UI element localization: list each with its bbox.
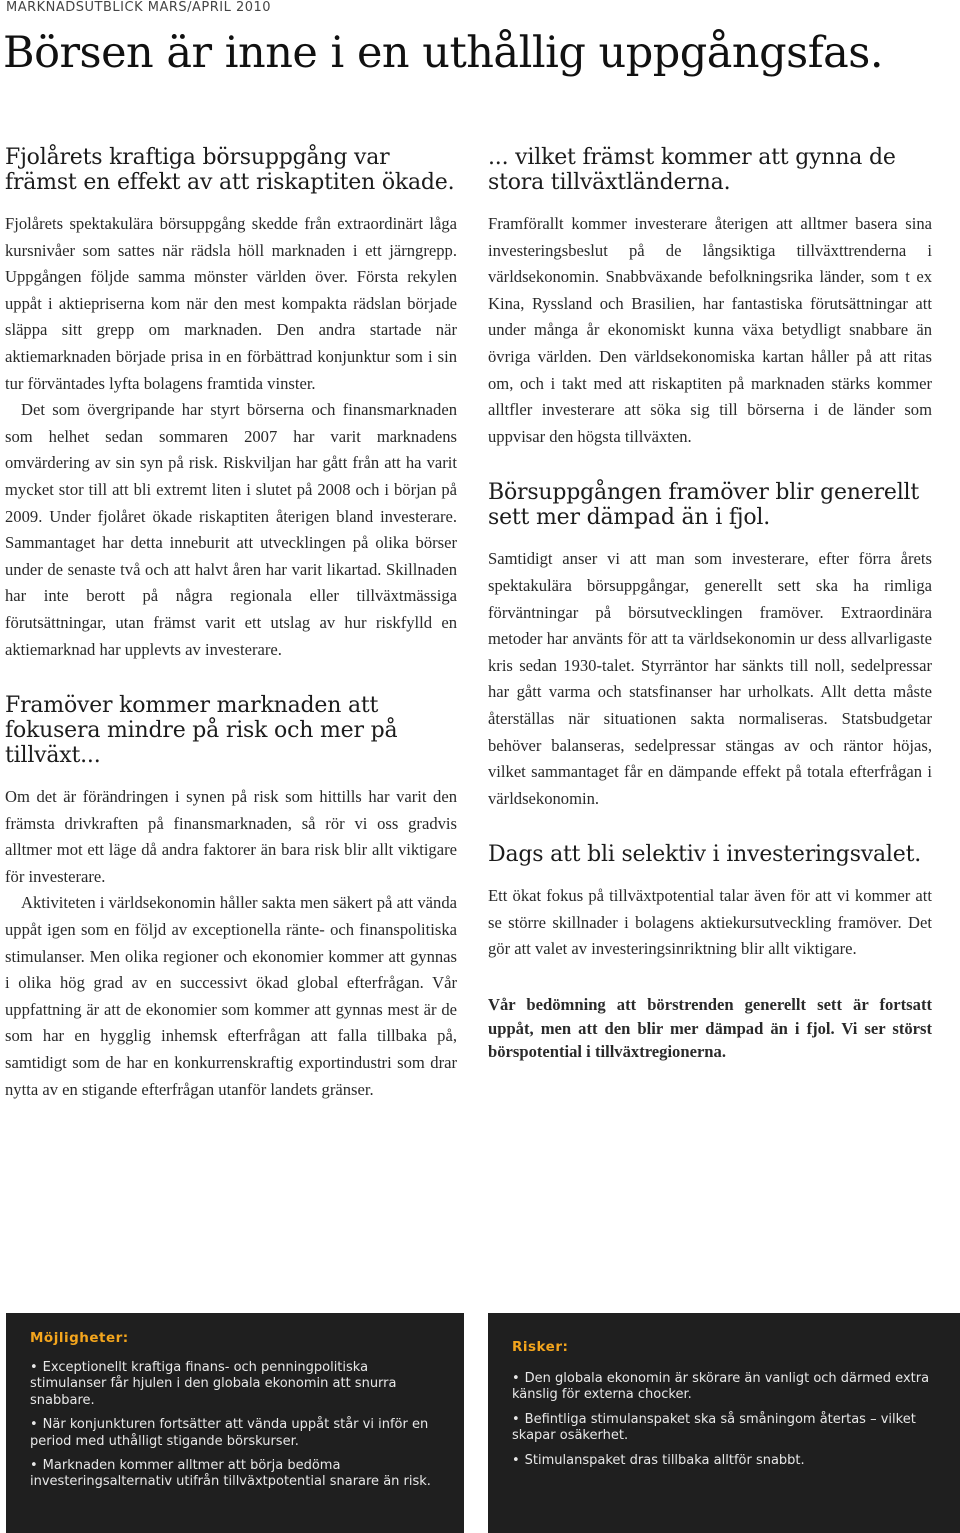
- list-item: [512, 1371, 932, 1404]
- header-eyebrow: MARKNADSUTBLICK MARS/APRIL 2010: [6, 0, 272, 15]
- page-title: Börsen är inne i en uthållig uppgångsfas.: [3, 28, 884, 78]
- left-column: [5, 145, 457, 1103]
- list-item-text: Befintliga stimulanspaket ska så småningom återtas – vilket skapar osäkerhet.: [512, 1411, 916, 1444]
- bullet-icon: •: [512, 1371, 520, 1386]
- list-item-text: Stimulanspaket dras tillbaka alltför snabbt.: [524, 1452, 805, 1468]
- left-paragraph-4: Aktiviteten i världsekonomin håller sakta men säkert på att vända uppåt igen som en följd av exceptionella ränte- och finanspolitiska stimulanser. Men olika regioner och ekonomier kommer att gynnas i olika hög grad av en successivt ökad global efterfrågan. Vår uppfattning är att de ekonomier som kommer att gynnas mest är de som har en hygglig inhemsk efterfrågan att falla tillbaka på, samtidigt som de har en konkurrenskraftig exportindustri som drar nytta av en stigande efterfrågan utanför landets gränser.: [5, 893, 457, 1099]
- bullet-icon: •: [512, 1411, 520, 1427]
- list-item: [30, 1417, 445, 1450]
- left-paragraph-1: Fjolårets spektakulära börsuppgång skedde från extraordinärt låga kursnivåer som sattes när rädsla höll marknaden i ett järngrepp. Uppgången följde samma mönster världen över. Första rekylen uppåt i aktiepriserna kom när den mest kompakta rädslan började släppa sitt grepp om marknaden. Den andra startade när aktiemarknaden började prisa in en förbättrad konjunktur som i sin tur förväntades lyfta bolagens framtida vinster.: [5, 214, 457, 393]
- list-item: [512, 1453, 932, 1469]
- right-paragraph-2: Samtidigt anser vi att man som investerare, efter förra årets spektakulära börsuppgångar, generellt sett ska ha rimliga förväntningar på börsutvecklingen framöver. Extraordinära metoder har använts för att ta världsekonomin ur dess allvarligaste kris sedan 1930-talet. Styrräntor har sänkts till noll, sedelpressar har gått varma och statsfinanser har urholkats. Allt detta måste återställas när situationen sakta normaliseras. Statsbudgetar behöver balanseras, sedelpressar stängas av och räntor höjas, vilket sammantaget får en dämpande effekt på totala efterfrågan i världsekonomin.: [488, 549, 932, 808]
- conclusion-text: Vår bedömning att börstrenden generellt sett är fortsatt uppåt, men att den blir mer dämpad än i fjol. Vi ser störst börspotential i tillväxtregionerna.: [488, 995, 932, 1062]
- opportunities-title: Möjligheter:: [30, 1330, 129, 1346]
- risks-box: [488, 1313, 960, 1533]
- left-paragraph-3: Om det är förändringen i synen på risk som hittills har varit den främsta drivkraften på finansmarknaden, så rör vi oss gradvis alltmer mot ett läge då andra faktorer än bara risk blir allt viktigare för investerare.: [5, 787, 457, 886]
- bullet-icon: •: [30, 1360, 38, 1375]
- right-heading-1: ... vilket främst kommer att gynna de stora tillväxtländerna.: [488, 145, 896, 195]
- right-heading-3: Dags att bli selektiv i investeringsvalet.: [488, 842, 922, 868]
- left-heading-2: Framöver kommer marknaden att fokusera mindre på risk och mer på tillväxt...: [5, 693, 398, 769]
- list-item: [512, 1412, 932, 1445]
- right-paragraph-3: Ett ökat fokus på tillväxtpotential talar även för att vi kommer att se större skillnader i bolagens aktiekursutveckling framöver. Det gör att valet av investeringsinriktning blir allt viktigare.: [488, 886, 932, 959]
- bullet-icon: •: [512, 1452, 520, 1468]
- list-item-text: När konjunkturen fortsätter att vända uppåt står vi inför en period med uthålligt stigande börskurser.: [30, 1417, 429, 1449]
- list-item: [30, 1360, 445, 1409]
- risks-title: Risker:: [512, 1339, 569, 1355]
- left-paragraph-2: Det som övergripande har styrt börserna och finansmarknaden som helhet sedan sommaren 2007 har varit marknadens omvärdering av sin syn på risk. Riskviljan har gått från att ha varit mycket stor till att bli extremt liten i slutet på 2008 och i början på 2009. Under fjolåret ökade riskaptiten återigen bland investerare. Sammantaget har detta inneburit att utvecklingen på olika börser under de senaste två och att halvt åren har varit likartad. Skillnaden har inte berott på några regionala eller tillväxtmässiga förutsättningar, utan främst varit ett utslag av hur riskfylld en aktiemarknad har upplevts av investerare.: [5, 400, 457, 659]
- right-heading-2: Börsuppgången framöver blir generellt sett mer dämpad än i fjol.: [488, 480, 920, 531]
- opportunities-list: [30, 1360, 445, 1499]
- bullet-icon: •: [30, 1417, 38, 1433]
- list-item: [30, 1458, 445, 1491]
- bullet-icon: •: [30, 1458, 38, 1474]
- list-item-text: Exceptionellt kraftiga finans- och penningpolitiska stimulanser får hjulen i den globala ekonomin att snurra snabbare.: [30, 1360, 397, 1408]
- right-column: [488, 145, 932, 1064]
- list-item-text: Marknaden kommer alltmer att börja bedöma investeringsalternativ utifrån tillväxtpotential snarare än risk.: [30, 1458, 431, 1490]
- right-paragraph-1: Framförallt kommer investerare återigen att alltmer basera sina investeringsbeslut på de långsiktiga tillväxttrenderna i världsekonomin. Snabbväxande befolkningsrika länder, som t ex Kina, Ryssland och Brasilien, har fantastiska förutsättningar att under många år ekonomiskt kunna växa betydligt snabbare än övriga världen. Den världsekonomiska kartan håller på att ritas om, och i takt med att riskaptiten på marknaden stärks kommer alltfler investerare att söka sig till börserna i de länder som uppvisar den högsta tillväxten.: [488, 214, 932, 446]
- opportunities-box: [6, 1313, 464, 1533]
- risks-list: [512, 1371, 932, 1477]
- list-item-text: Den globala ekonomin är skörare än vanligt och därmed extra känslig för externa chocker.: [512, 1371, 930, 1403]
- left-heading-1: Fjolårets kraftiga börsuppgång var främst en effekt av att riskaptiten ökade.: [5, 145, 455, 195]
